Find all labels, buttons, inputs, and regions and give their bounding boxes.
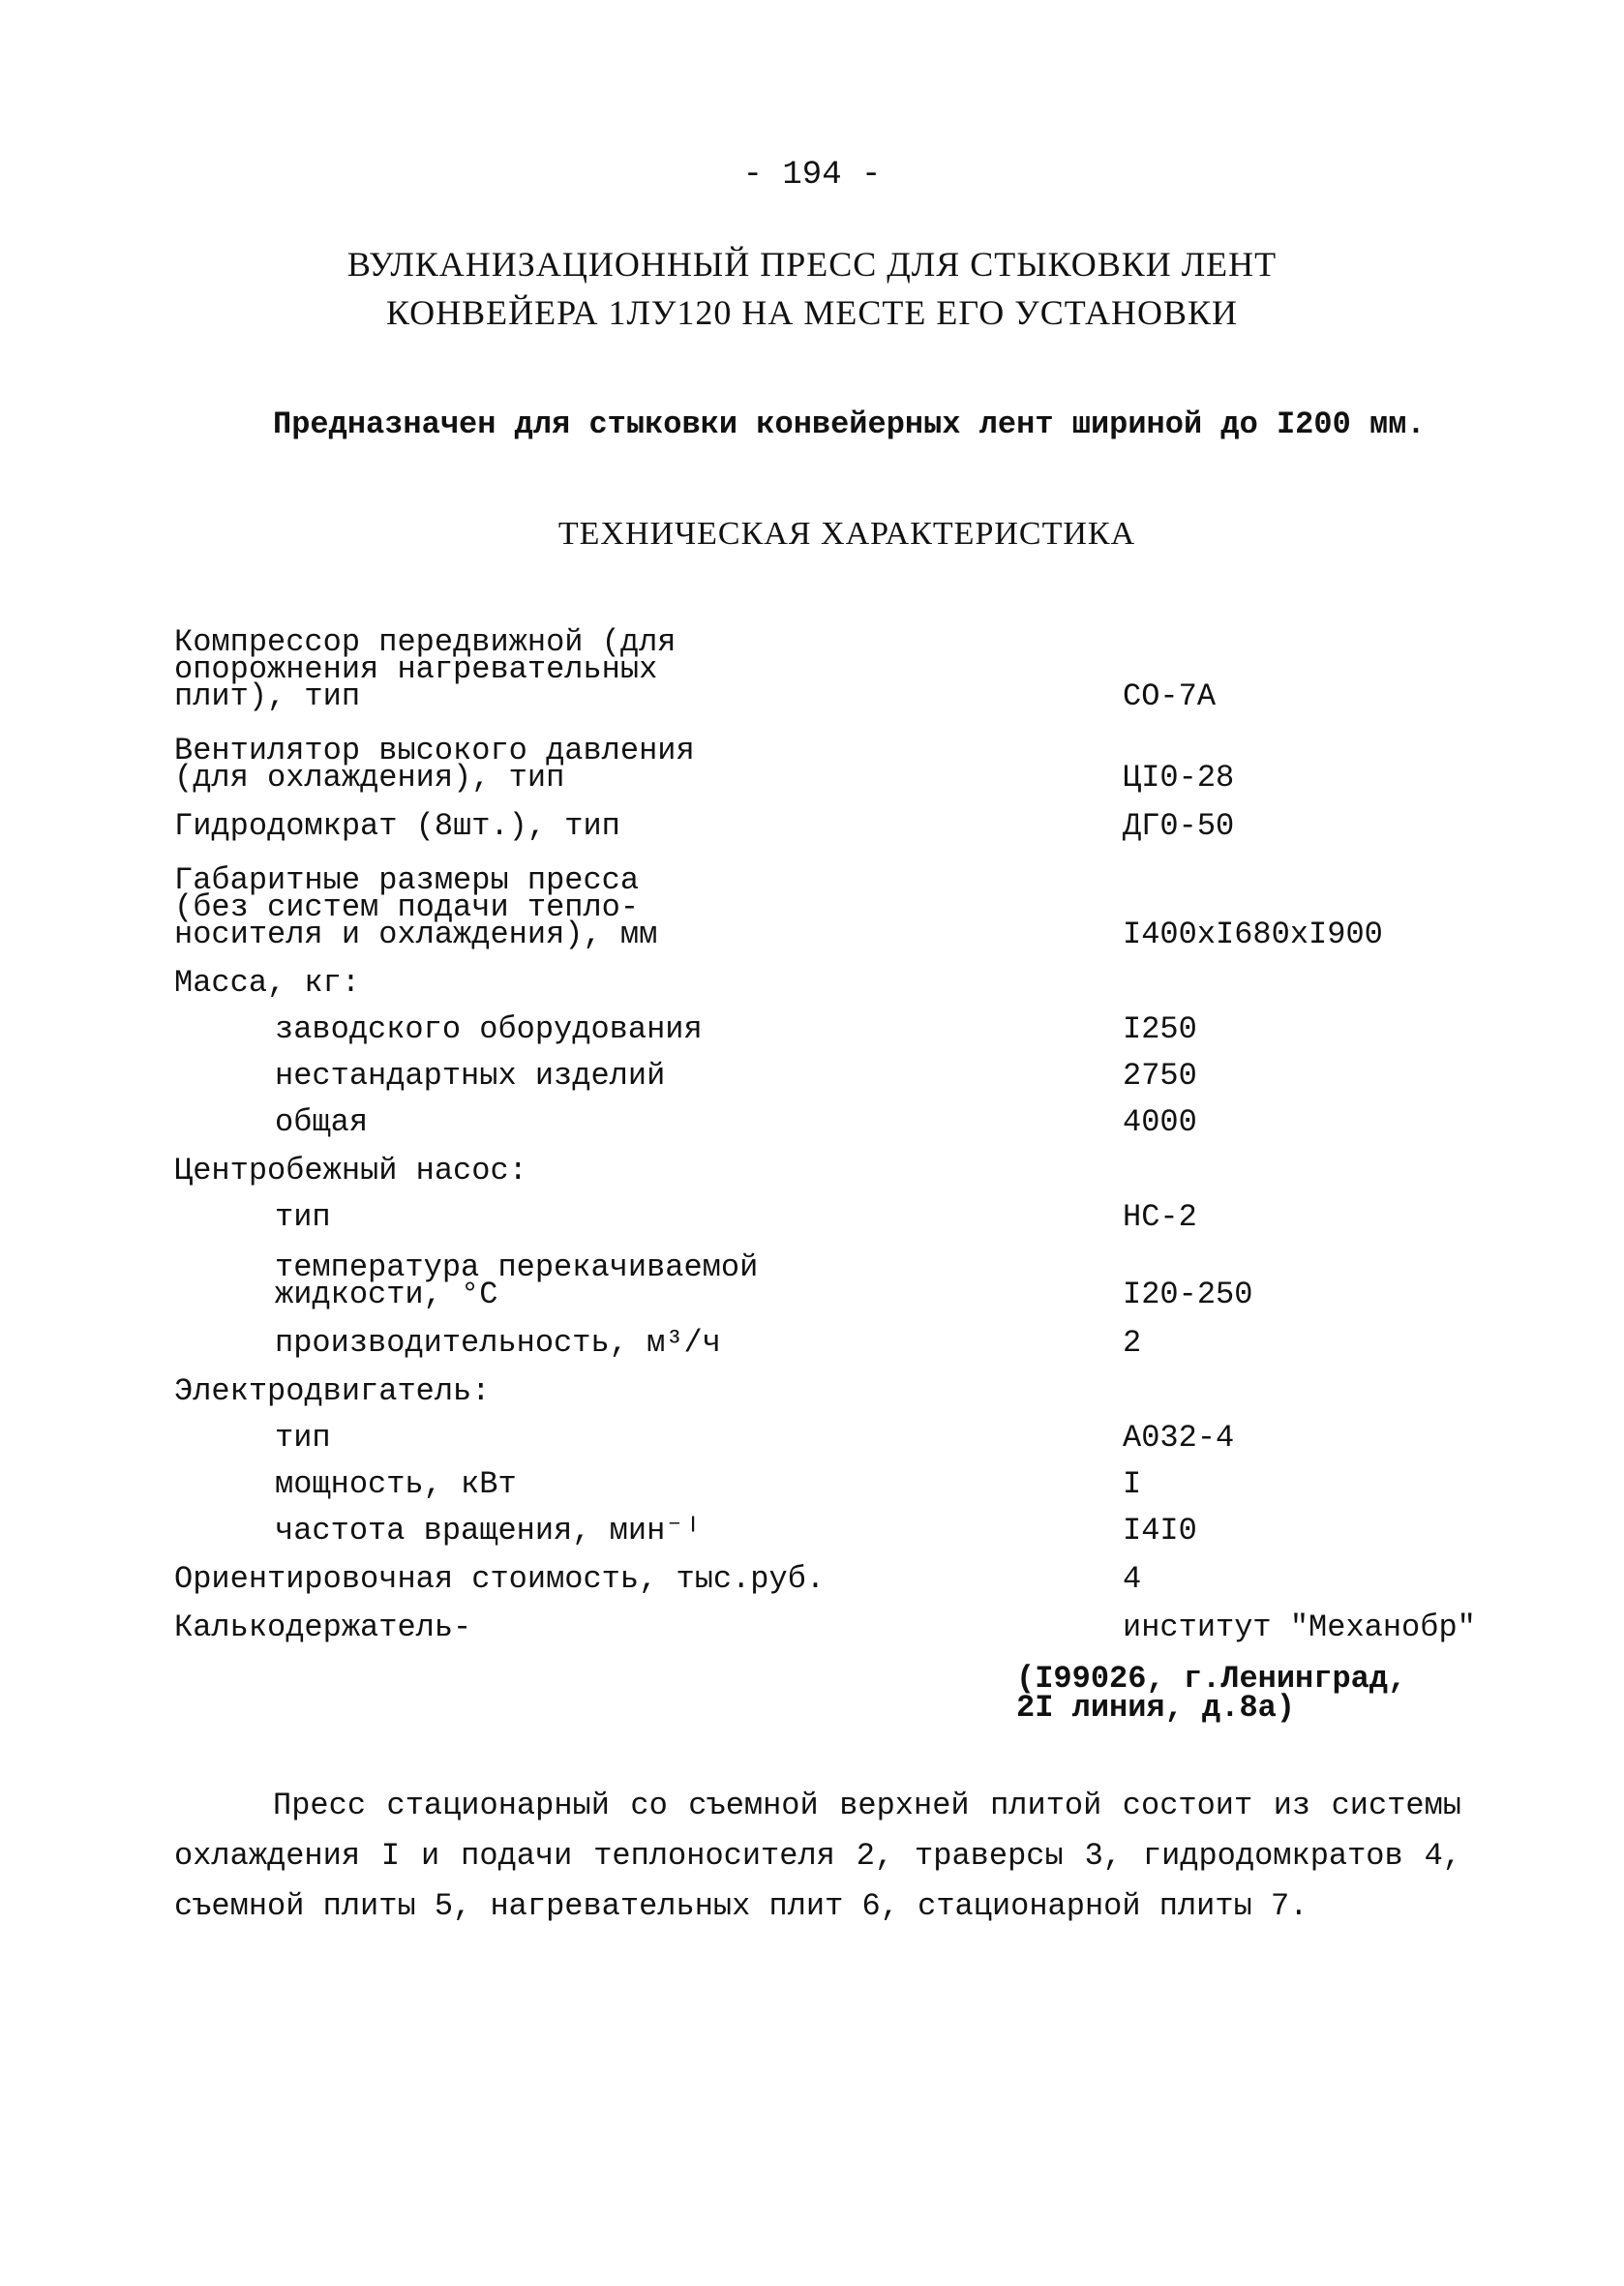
spec-row [174, 1452, 1529, 1502]
spec-value: 4 [1123, 1561, 1142, 1597]
spec-table [174, 617, 1529, 1645]
spec-value: институт "Механобр" [1123, 1609, 1476, 1645]
spec-value: А032-4 [1123, 1420, 1235, 1456]
spec-row [174, 1357, 1529, 1409]
spec-value: I400хI680хI900 [1123, 917, 1383, 952]
document-title-line-2: КОНВЕЙЕРА 1ЛУ120 НА МЕСТЕ ЕГО УСТАНОВКИ [385, 293, 1239, 332]
spec-label: Калькодержатель- [174, 1609, 472, 1645]
spec-row [174, 1043, 1529, 1094]
spec-row [174, 792, 1529, 844]
spec-row [174, 1090, 1529, 1140]
spec-label: Электродвигатель: [174, 1373, 491, 1409]
spec-value: 4000 [1123, 1104, 1197, 1140]
spec-row [174, 997, 1529, 1047]
spec-value: НС-2 [1123, 1199, 1197, 1235]
spec-row [174, 1308, 1529, 1361]
spec-row [174, 1231, 1529, 1312]
spec-row [174, 1185, 1529, 1235]
page-number: - 194 - [742, 157, 882, 194]
spec-row [174, 948, 1529, 1001]
spec-label: Вентилятор высокого давления (для охлаждения), тип [174, 733, 695, 796]
spec-value: СО-7А [1123, 678, 1217, 714]
spec-row [174, 617, 1529, 714]
spec-label: нестандартных изделий [275, 1058, 666, 1094]
spec-value: ДГ0-50 [1123, 808, 1235, 844]
spec-row [174, 1405, 1529, 1456]
spec-value: ЦI0-28 [1123, 760, 1235, 796]
spec-row [174, 840, 1529, 952]
spec-label: производительность, м³/ч [275, 1325, 721, 1361]
spec-label: тип [275, 1199, 331, 1235]
spec-label: Центробежный насос: [174, 1153, 527, 1188]
spec-row [174, 1545, 1529, 1597]
spec-label: Масса, кг: [174, 965, 361, 1001]
spec-value: I [1123, 1466, 1142, 1502]
spec-value: I20-250 [1123, 1277, 1253, 1312]
spec-value: I4I0 [1123, 1513, 1197, 1549]
spec-label: частота вращения, мин⁻ᴵ [275, 1513, 703, 1549]
section-heading: ТЕХНИЧЕСКАЯ ХАРАКТЕРИСТИКА [557, 516, 1136, 552]
spec-label: мощность, кВт [275, 1466, 517, 1502]
spec-label: заводского оборудования [275, 1011, 703, 1047]
spec-row [174, 1136, 1529, 1188]
spec-value: 2750 [1123, 1058, 1197, 1094]
description-paragraph: Пресс стационарный со съемной верхней плитой состоит из системы охлаждения I и подачи теплоносителя 2, траверсы 3, гидродомкратов 4, съемной плиты 5, нагревательных плит 6, стационарной плиты 7. [174, 1788, 1461, 1924]
document-title-line-1: ВУЛКАНИЗАЦИОННЫЙ ПРЕСС ДЛЯ СТЫКОВКИ ЛЕНТ [346, 245, 1278, 284]
spec-label: Гидродомкрат (8шт.), тип [174, 808, 620, 844]
spec-label: Компрессор передвижной (для опорожнения нагревательных плит), тип [174, 624, 677, 714]
spec-label: температура перекачиваемой жидкости, °С [275, 1249, 759, 1312]
spec-label: тип [275, 1420, 331, 1456]
spec-label: Габаритные размеры пресса (без систем подачи тепло- носителя и охлаждения), мм [174, 862, 658, 952]
purpose-statement: Предназначен для стыковки конвейерных лент шириной до I200 мм. [273, 406, 1426, 442]
holder-address: (I99026, г.Ленинград, 2I линия, д.8а) [1016, 1661, 1407, 1726]
spec-value: 2 [1123, 1325, 1142, 1361]
spec-value: I250 [1123, 1011, 1197, 1047]
spec-label: общая [275, 1104, 369, 1140]
spec-label: Ориентировочная стоимость, тыс.руб. [174, 1561, 826, 1597]
spec-row [174, 1498, 1529, 1549]
spec-row [174, 1593, 1529, 1645]
spec-row [174, 710, 1529, 796]
